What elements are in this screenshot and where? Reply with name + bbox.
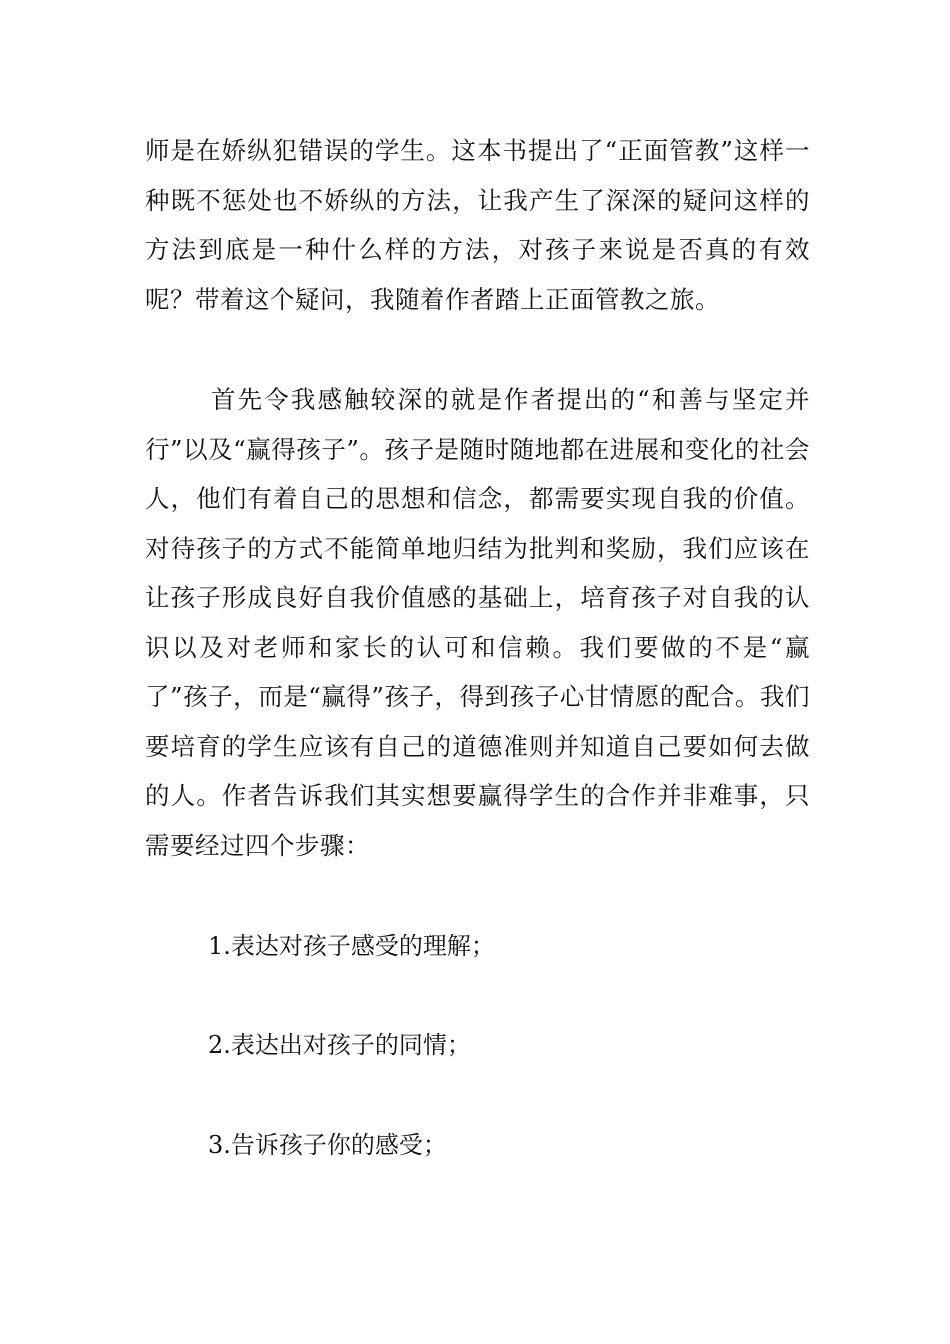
step-item-2: 2.表达出对孩子的同情； bbox=[208, 1031, 471, 1059]
step-item-3: 3.告诉孩子你的感受； bbox=[208, 1131, 447, 1159]
paragraph-continuation: 师是在娇纵犯错误的学生。这本书提出了“正面管教”这样一种既不惩处也不娇纵的方法，让我产生了深深的疑问这样的方法到底是一种什么样的方法，对孩子来说是否真的有效呢？带着这个疑问，我随着作者踏上正面管教之旅。 bbox=[145, 136, 810, 314]
step-item-1: 1.表达对孩子感受的理解； bbox=[208, 932, 495, 960]
paragraph-main: 首先令我感触较深的就是作者提出的“和善与坚定并行”以及“赢得孩子”。孩子是随时随地都在进展和变化的社会人，他们有着自己的思想和信念，都需要实现自我的价值。对待孩子的方式不能简单地归结为批判和奖励，我们应该在让孩子形成良好自我价值感的基础上，培育孩子对自我的认识以及对老师和家长的认可和信赖。我们要做的不是“赢了”孩子，而是“赢得”孩子，得到孩子心甘情愿的配合。我们要培育的学生应该有自己的道德准则并知道自己要如何去做的人。作者告诉我们其实想要赢得学生的合作并非难事，只需要经过四个步骤： bbox=[145, 385, 810, 860]
